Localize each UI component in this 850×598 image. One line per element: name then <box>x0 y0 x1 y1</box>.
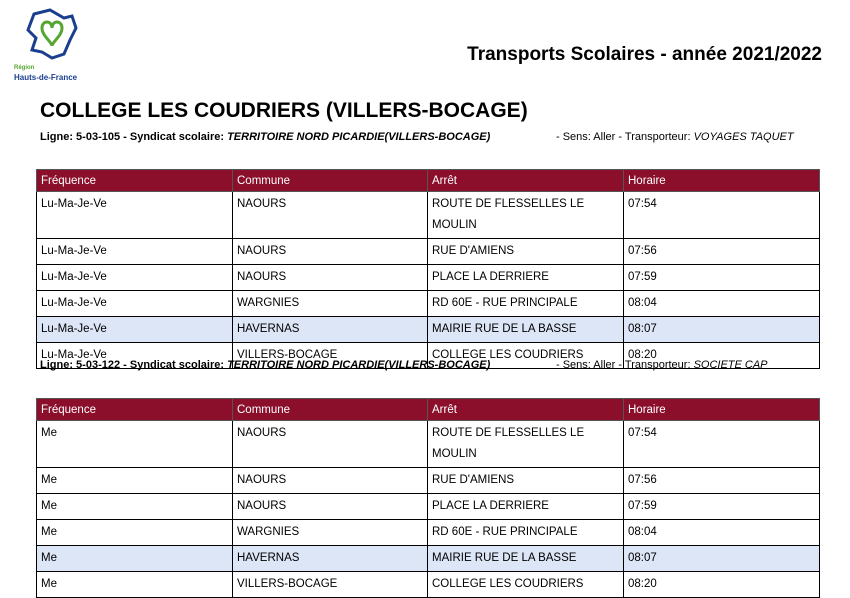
line-info-2 <box>40 359 768 371</box>
cell-commune: WARGNIES <box>233 291 428 317</box>
school-name: COLLEGE LES COUDRIERS (VILLERS-BOCAGE) <box>40 99 528 122</box>
cell-horaire: 08:07 <box>624 546 820 572</box>
cell-arret: RD 60E - RUE PRINCIPALE <box>428 291 624 317</box>
logo-text-hauts-de-france: Hauts-de-France <box>14 73 78 82</box>
table-row <box>37 265 820 291</box>
line-info-1 <box>40 131 794 143</box>
cell-arret: MAIRIE RUE DE LA BASSE <box>428 546 624 572</box>
cell-frequence: Lu-Ma-Je-Ve <box>37 239 233 265</box>
sens-label: - Sens: Aller - Transporteur: <box>556 359 691 371</box>
cell-arret: PLACE LA DERRIERE <box>428 265 624 291</box>
cell-horaire: 08:20 <box>624 343 820 369</box>
cell-commune: NAOURS <box>233 421 428 468</box>
syndicat-name: TERRITOIRE NORD PICARDIE(VILLERS-BOCAGE) <box>227 131 491 143</box>
column-header-frequence: Fréquence <box>37 170 233 192</box>
column-header-horaire: Horaire <box>624 170 820 192</box>
logo-text-region: Région <box>14 65 35 71</box>
cell-commune: NAOURS <box>233 494 428 520</box>
sens-label: - Sens: Aller - Transporteur: <box>556 131 691 143</box>
cell-frequence: Lu-Ma-Je-Ve <box>37 343 233 369</box>
table-row-highlighted <box>37 317 820 343</box>
cell-arret: ROUTE DE FLESSELLES LE MOULIN <box>428 192 624 239</box>
cell-commune: HAVERNAS <box>233 546 428 572</box>
cell-commune: VILLERS-BOCAGE <box>233 572 428 598</box>
cell-arret: RUE D'AMIENS <box>428 239 624 265</box>
cell-commune: WARGNIES <box>233 520 428 546</box>
cell-horaire: 08:07 <box>624 317 820 343</box>
document-title: Transports Scolaires - année 2021/2022 <box>467 44 822 65</box>
cell-commune: NAOURS <box>233 192 428 239</box>
column-header-frequence: Fréquence <box>37 399 233 421</box>
cell-horaire: 07:59 <box>624 265 820 291</box>
cell-arret: ROUTE DE FLESSELLES LE MOULIN <box>428 421 624 468</box>
ligne-label: Ligne: 5-03-122 - Syndicat scolaire: <box>40 359 225 371</box>
cell-arret: RUE D'AMIENS <box>428 468 624 494</box>
table-header-row <box>37 399 820 421</box>
cell-frequence: Lu-Ma-Je-Ve <box>37 291 233 317</box>
cell-frequence: Lu-Ma-Je-Ve <box>37 265 233 291</box>
column-header-commune: Commune <box>233 399 428 421</box>
transporteur-name: SOCIETE CAP <box>693 359 768 371</box>
schedule-table-1 <box>36 169 820 369</box>
cell-horaire: 08:04 <box>624 291 820 317</box>
cell-commune: NAOURS <box>233 265 428 291</box>
cell-frequence: Me <box>37 546 233 572</box>
cell-frequence: Me <box>37 520 233 546</box>
table-row-highlighted <box>37 546 820 572</box>
syndicat-name: TERRITOIRE NORD PICARDIE(VILLERS-BOCAGE) <box>227 359 491 371</box>
region-logo <box>12 6 92 84</box>
cell-arret: COLLEGE LES COUDRIERS <box>428 572 624 598</box>
cell-frequence: Me <box>37 468 233 494</box>
cell-arret: PLACE LA DERRIERE <box>428 494 624 520</box>
column-header-arret: Arrêt <box>428 170 624 192</box>
cell-horaire: 08:20 <box>624 572 820 598</box>
column-header-arret: Arrêt <box>428 399 624 421</box>
table-row <box>37 291 820 317</box>
cell-horaire: 07:56 <box>624 239 820 265</box>
cell-commune: VILLERS-BOCAGE <box>233 343 428 369</box>
cell-frequence: Me <box>37 421 233 468</box>
cell-horaire: 07:54 <box>624 192 820 239</box>
transporteur-name: VOYAGES TAQUET <box>693 131 794 143</box>
cell-frequence: Lu-Ma-Je-Ve <box>37 192 233 239</box>
cell-horaire: 07:59 <box>624 494 820 520</box>
schedule-table-2 <box>36 398 820 598</box>
cell-arret: RD 60E - RUE PRINCIPALE <box>428 520 624 546</box>
cell-commune: HAVERNAS <box>233 317 428 343</box>
cell-horaire: 07:56 <box>624 468 820 494</box>
column-header-commune: Commune <box>233 170 428 192</box>
table-row <box>37 520 820 546</box>
table-header-row <box>37 170 820 192</box>
ligne-label: Ligne: 5-03-105 - Syndicat scolaire: <box>40 131 225 143</box>
cell-frequence: Lu-Ma-Je-Ve <box>37 317 233 343</box>
table-row <box>37 192 820 239</box>
table-row <box>37 421 820 468</box>
cell-frequence: Me <box>37 572 233 598</box>
table-row <box>37 239 820 265</box>
table-row <box>37 572 820 598</box>
cell-horaire: 08:04 <box>624 520 820 546</box>
cell-arret: MAIRIE RUE DE LA BASSE <box>428 317 624 343</box>
table-row <box>37 468 820 494</box>
cell-arret: COLLEGE LES COUDRIERS <box>428 343 624 369</box>
cell-commune: NAOURS <box>233 468 428 494</box>
table-row <box>37 494 820 520</box>
cell-frequence: Me <box>37 494 233 520</box>
cell-horaire: 07:54 <box>624 421 820 468</box>
column-header-horaire: Horaire <box>624 399 820 421</box>
region-heart-map-icon <box>24 6 80 62</box>
cell-commune: NAOURS <box>233 239 428 265</box>
